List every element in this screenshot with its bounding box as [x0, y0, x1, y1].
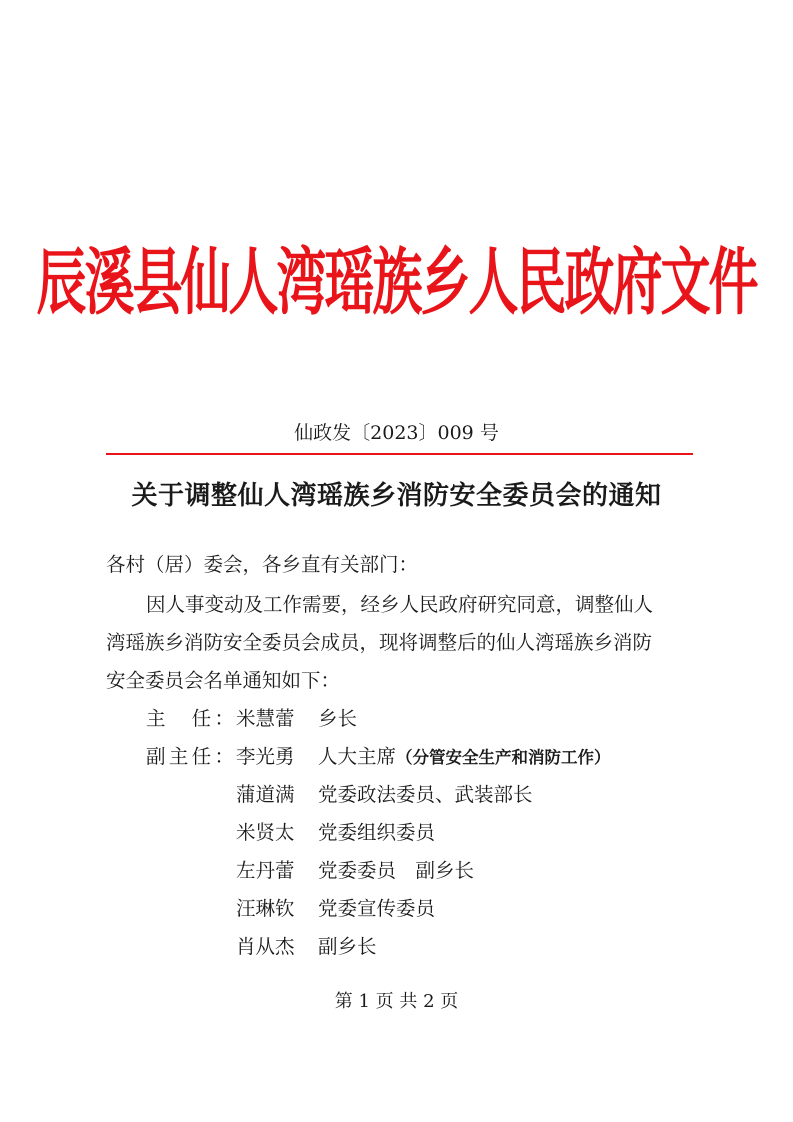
paragraph-line: 安全委员会名单通知如下：	[106, 669, 341, 692]
member-note: （分管安全生产和消防工作）	[396, 748, 611, 767]
member-name: 米慧蕾	[236, 707, 295, 730]
member-name: 汪琳钦	[236, 897, 295, 920]
member-title-text: 人大主席	[318, 745, 397, 768]
member-name: 肖从杰	[236, 935, 295, 958]
member-title-text: 副乡长	[318, 935, 377, 958]
member-title	[318, 852, 474, 891]
member-role: 主 任：	[146, 707, 234, 730]
page-indicator: 第 1 页 共 2 页	[334, 991, 459, 1012]
issuer-header-title: 辰溪县仙人湾瑶族乡人民政府文件	[36, 240, 757, 325]
document-number: 仙政发〔2023〕009 号	[294, 422, 499, 444]
member-title-text: 党委政法委员、武装部长	[318, 783, 533, 806]
member-title	[318, 928, 377, 967]
member-title	[318, 776, 533, 815]
member-title	[318, 890, 435, 929]
member-name: 米贤太	[236, 821, 295, 844]
member-title-text: 党委宣传委员	[318, 897, 436, 920]
member-name: 蒲道满	[236, 783, 295, 806]
member-title-text: 乡长	[318, 707, 358, 730]
body-paragraph	[106, 586, 706, 700]
red-divider-line	[106, 453, 693, 455]
member-name: 李光勇	[236, 745, 295, 768]
member-title	[318, 814, 435, 853]
document-title: 关于调整仙人湾瑶族乡消防安全委员会的通知	[131, 481, 662, 511]
member-name: 左丹蕾	[236, 859, 295, 882]
member-role: 副主任：	[146, 745, 234, 768]
member-title-text: 党委委员 副乡长	[318, 859, 475, 882]
paragraph-line: 因人事变动及工作需要，经乡人民政府研究同意，调整仙人	[146, 593, 654, 616]
paragraph-line: 湾瑶族乡消防安全委员会成员，现将调整后的仙人湾瑶族乡消防	[106, 631, 653, 654]
member-title-text: 党委组织委员	[318, 821, 436, 844]
member-title	[318, 738, 611, 777]
salutation: 各村（居）委会，各乡直有关部门：	[106, 553, 419, 576]
member-title	[318, 700, 357, 739]
